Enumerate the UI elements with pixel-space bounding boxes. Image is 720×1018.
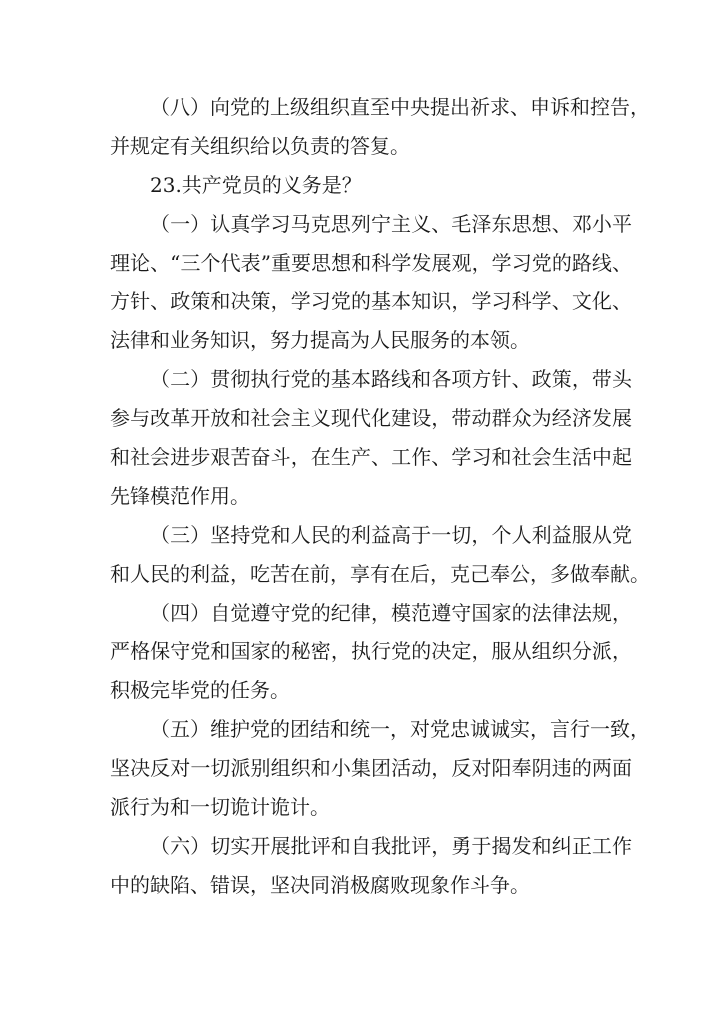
document-body xyxy=(110,88,650,905)
text-line: 法律和业务知识，努力提高为人民服务的本领。 xyxy=(110,328,530,353)
text-line: （五）维护党的团结和统一，对党忠诚诚实，言行一致， xyxy=(150,717,650,742)
text-line: 23.共产党员的义务是？ xyxy=(150,172,362,197)
text-line: 严格保守党和国家的秘密，执行党的决定，服从组织分派， xyxy=(110,639,632,664)
text-line: （二）贯彻执行党的基本路线和各项方针、政策，带头 xyxy=(150,367,632,392)
text-line: （四）自觉遵守党的纪律，模范遵守国家的法律法规， xyxy=(150,600,632,625)
paragraph xyxy=(110,594,632,711)
text-line: （一）认真学习马克思列宁主义、毛泽东思想、邓小平 xyxy=(150,211,632,236)
paragraph xyxy=(110,827,632,905)
text-line: 并规定有关组织给以负责的答复。 xyxy=(110,133,410,158)
text-line: 方针、政策和决策，学习党的基本知识，学习科学、文化、 xyxy=(110,289,632,314)
text-line: 理论、“三个代表”重要思想和科学发展观，学习党的路线、 xyxy=(110,250,632,275)
question-heading xyxy=(110,166,632,205)
text-line: （八）向党的上级组织直至中央提出祈求、申诉和控告， xyxy=(150,95,650,119)
paragraph xyxy=(110,710,650,827)
paragraph xyxy=(110,516,650,594)
text-line: 和社会进步艰苦奋斗，在生产、工作、学习和社会生活中起 xyxy=(110,445,632,470)
text-line: （六）切实开展批评和自我批评，勇于揭发和纠正工作 xyxy=(150,833,632,858)
text-line: （三）坚持党和人民的利益高于一切，个人利益服从党 xyxy=(150,522,632,547)
text-line: 派行为和一切诡计诡计。 xyxy=(110,795,330,820)
paragraph xyxy=(110,360,632,516)
text-line: 先锋模范作用。 xyxy=(110,483,250,508)
text-line: 坚决反对一切派别组织和小集团活动，反对阳奉阴违的两面 xyxy=(110,756,632,781)
text-line: 参与改革开放和社会主义现代化建设，带动群众为经济发展 xyxy=(110,406,632,431)
text-line: 和人民的利益，吃苦在前，享有在后，克己奉公，多做奉献。 xyxy=(110,561,650,586)
text-line: 中的缺陷、错误，坚决同消极腐败现象作斗争。 xyxy=(110,872,530,897)
paragraph xyxy=(110,88,650,166)
text-line: 积极完毕党的任务。 xyxy=(110,678,290,703)
paragraph xyxy=(110,205,632,361)
